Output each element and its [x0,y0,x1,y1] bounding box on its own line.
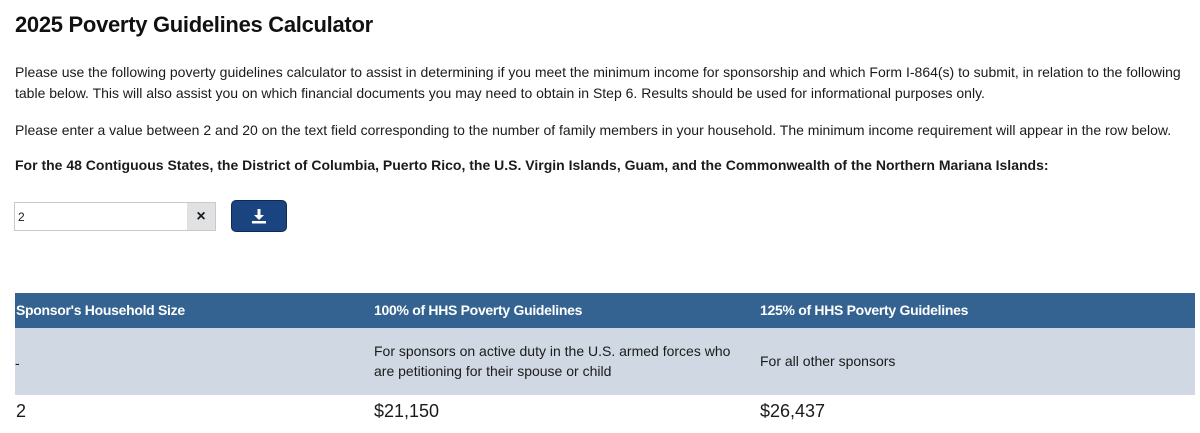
intro-paragraph: Please use the following poverty guidelines calculator to assist in determining if you meet the minimum income for sponsorship and which Form I-864(s) to submit, in relation to the following table below. This will also assist you on which financial documents you may need to obtain in Step 6. Results should be used for informational purposes only. [15,64,1181,101]
column-header-100-percent: 100% of HHS Poverty Guidelines [374,302,583,318]
column-header-household-size: Sponsor's Household Size [16,302,185,318]
table-header-row [15,293,1195,328]
subheader-cell-active-duty: For sponsors on active duty in the U.S. armed forces who are petitioning for their spouse or child [374,343,731,379]
subheader-cell-household: - [15,355,20,371]
table-subheader-row [15,328,1195,395]
household-size-input[interactable] [15,203,187,230]
table-row [15,395,1195,433]
close-icon: × [196,207,206,225]
clear-button[interactable] [187,203,215,230]
income-100-cell: $21,150 [374,401,440,421]
region-note: For the 48 Contiguous States, the District of Columbia, Puerto Rico, the U.S. Virgin Islands, Guam, and the Commonwealth of the Northern Mariana Islands: [15,157,1049,173]
income-125-cell: $26,437 [760,401,826,421]
page-title: 2025 Poverty Guidelines Calculator [15,12,373,37]
instructions-paragraph: Please enter a value between 2 and 20 on the text field corresponding to the number of family members in your household. The minimum income requirement will appear in the row below. [15,122,1172,138]
download-button[interactable] [231,200,287,232]
column-header-125-percent: 125% of HHS Poverty Guidelines [760,302,969,318]
download-icon [251,208,267,224]
subheader-cell-other-sponsors: For all other sponsors [760,353,896,369]
household-size-cell: 2 [16,401,27,421]
household-size-field [14,202,216,231]
